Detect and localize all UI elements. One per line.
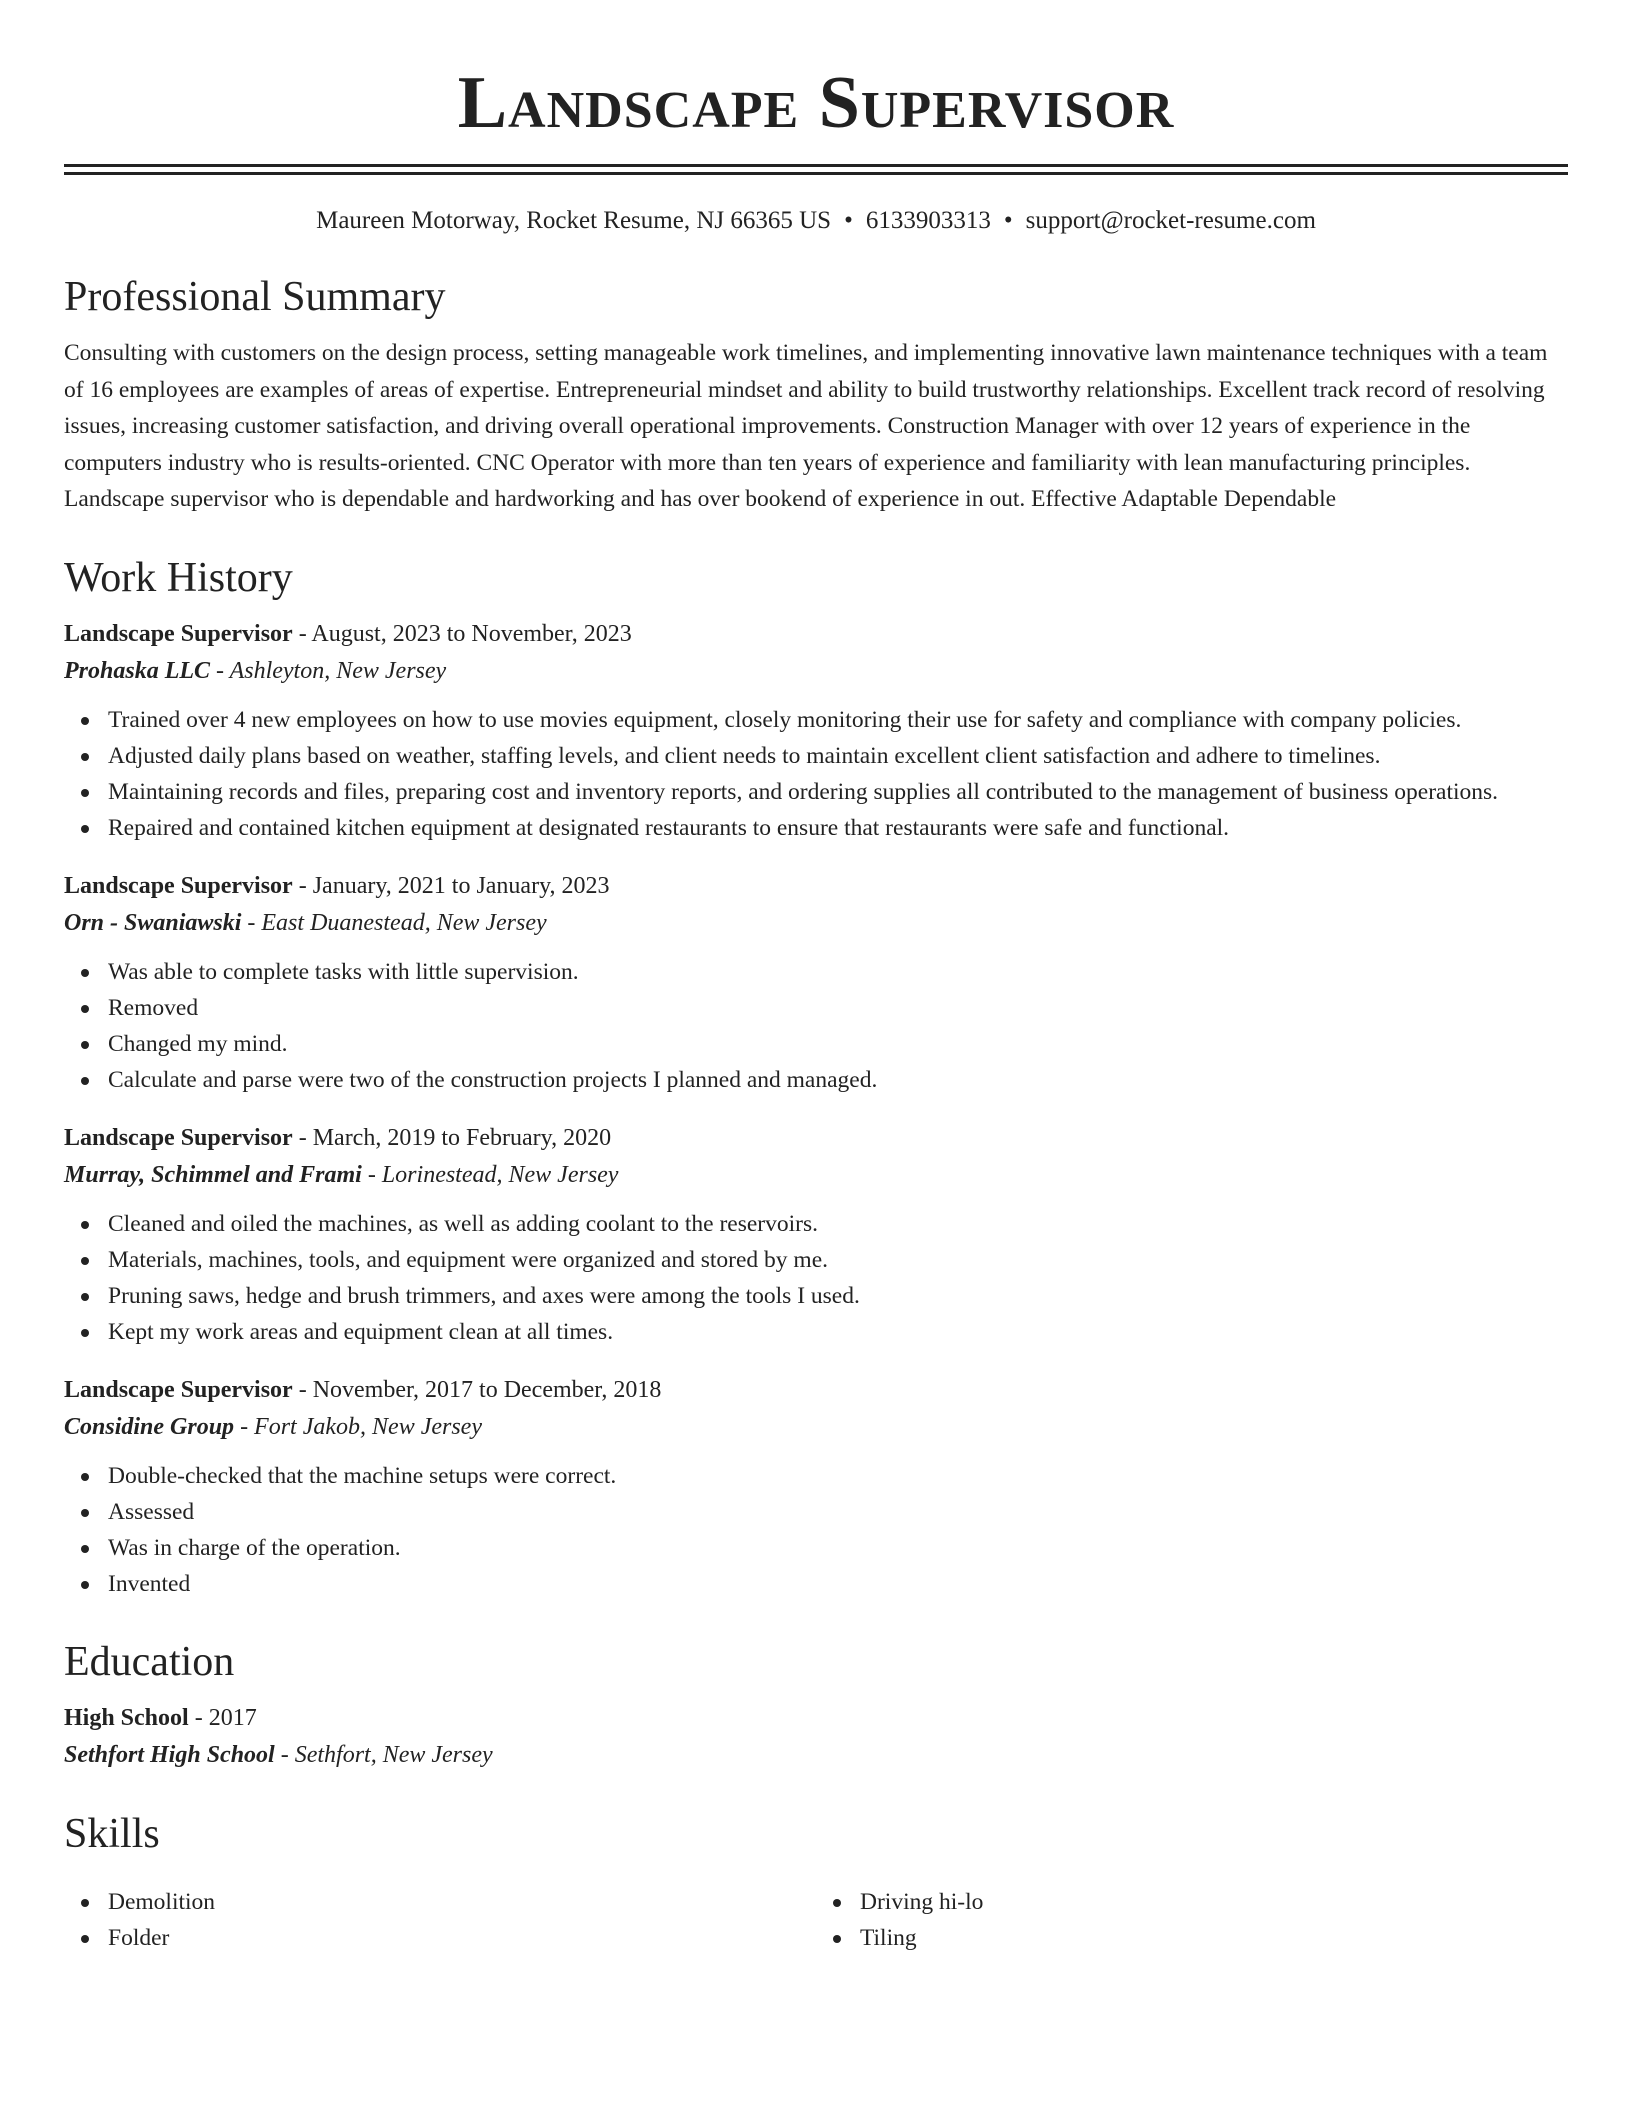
skill-item: Folder — [64, 1920, 816, 1956]
education-degree: High School — [64, 1704, 189, 1731]
job-bullet: Invented — [64, 1566, 1568, 1602]
job-bullet: Was in charge of the operation. — [64, 1530, 1568, 1566]
skill-item: Demolition — [64, 1884, 816, 1920]
education-school: Sethfort High School — [64, 1741, 275, 1768]
job-bullet: Removed — [64, 990, 1568, 1026]
job-location: - Fort Jakob, New Jersey — [234, 1413, 482, 1440]
job-dates: - August, 2023 to November, 2023 — [292, 620, 632, 647]
job-location: - Lorinestead, New Jersey — [361, 1161, 619, 1188]
job-entry — [64, 868, 1568, 1098]
job-title-line — [64, 868, 1568, 904]
education-entry — [64, 1700, 1568, 1774]
job-entry — [64, 616, 1568, 846]
job-bullets — [64, 1458, 1568, 1602]
job-location: - East Duanestead, New Jersey — [241, 909, 547, 936]
job-location: - Ashleyton, New Jersey — [210, 657, 447, 684]
job-title: Landscape Supervisor — [64, 872, 293, 899]
job-bullet: Assessed — [64, 1494, 1568, 1530]
job-company-line — [64, 1156, 1568, 1194]
education-year: - 2017 — [188, 1704, 257, 1731]
contact-separator: • — [844, 207, 853, 234]
skills-column-left — [64, 1884, 816, 1956]
job-company: Prohaska LLC — [64, 657, 211, 684]
job-bullets — [64, 954, 1568, 1098]
job-bullet: Materials, machines, tools, and equipment were organized and stored by me. — [64, 1242, 1568, 1278]
job-bullet: Maintaining records and files, preparing cost and inventory reports, and ordering supplies all contributed to the management of business operations. — [64, 774, 1568, 810]
contact-line — [64, 205, 1568, 237]
job-title: Landscape Supervisor — [64, 1376, 293, 1403]
job-bullet: Double-checked that the machine setups were correct. — [64, 1458, 1568, 1494]
contact-email: support@rocket-resume.com — [1025, 207, 1316, 234]
job-bullet: Adjusted daily plans based on weather, staffing levels, and client needs to maintain excellent client satisfaction and adhere to timelines. — [64, 738, 1568, 774]
job-bullet: Repaired and contained kitchen equipment at designated restaurants to ensure that restaurants were safe and functional. — [64, 810, 1568, 846]
job-company: Considine Group — [64, 1413, 235, 1440]
resume-page — [64, 0, 1568, 1956]
job-bullet: Changed my mind. — [64, 1026, 1568, 1062]
job-company-line — [64, 904, 1568, 942]
title-divider — [64, 164, 1568, 175]
job-bullet: Trained over 4 new employees on how to use movies equipment, closely monitoring their use for safety and compliance with company policies. — [64, 702, 1568, 738]
job-bullet: Pruning saws, hedge and brush trimmers, and axes were among the tools I used. — [64, 1278, 1568, 1314]
summary-heading: Professional Summary — [64, 274, 446, 320]
job-title-line — [64, 1120, 1568, 1156]
job-entry — [64, 1120, 1568, 1350]
contact-phone: 6133903313 — [865, 207, 991, 234]
contact-separator: • — [1003, 207, 1013, 234]
job-bullet: Calculate and parse were two of the construction projects I planned and managed. — [64, 1062, 1568, 1098]
job-title: Landscape Supervisor — [64, 620, 293, 647]
job-bullet: Kept my work areas and equipment clean at all times. — [64, 1314, 1568, 1350]
skills-list — [64, 1872, 1568, 1956]
skills-column-right — [816, 1884, 1568, 1956]
skill-item: Tiling — [816, 1920, 1568, 1956]
job-entry — [64, 1372, 1568, 1602]
job-bullets — [64, 1206, 1568, 1350]
education-heading: Education — [64, 1638, 235, 1685]
education-location: - Sethfort, New Jersey — [274, 1741, 493, 1768]
work-history-heading: Work History — [64, 554, 293, 601]
job-bullets — [64, 702, 1568, 846]
summary-text: Consulting with customers on the design process, setting manageable work timelines, and implementing innovative lawn maintenance techniques with a team of 16 employees are examples of areas of expertise. Entrepreneurial mindset and ability to build trustworthy relationships. Excellent track record of resolving issues, increasing customer satisfaction, and driving overall operational improvements. Construction Manager with over 12 years of experience in the computers industry who is results-oriented. CNC Operator with more than ten years of experience and familiarity with lean manufacturing principles. Landscape supervisor who is dependable and hardworking and has over bookend of experience in out. Effective Adaptable Dependable — [64, 340, 1548, 512]
resume-title: Landscape Supervisor — [457, 62, 1175, 144]
education-school-line — [64, 1736, 1568, 1774]
job-company-line — [64, 1408, 1568, 1446]
job-bullet: Was able to complete tasks with little supervision. — [64, 954, 1568, 990]
job-bullet: Cleaned and oiled the machines, as well as adding coolant to the reservoirs. — [64, 1206, 1568, 1242]
job-dates: - November, 2017 to December, 2018 — [292, 1376, 662, 1403]
job-title-line — [64, 616, 1568, 652]
job-company: Orn - Swaniawski — [64, 909, 242, 936]
job-title-line — [64, 1372, 1568, 1408]
job-dates: - January, 2021 to January, 2023 — [292, 872, 610, 899]
skills-heading: Skills — [64, 1810, 160, 1857]
skill-item: Driving hi-lo — [816, 1884, 1568, 1920]
education-degree-line — [64, 1700, 1568, 1736]
job-company-line — [64, 652, 1568, 690]
contact-address: Maureen Motorway, Rocket Resume, NJ 66365 US — [316, 207, 832, 234]
job-title: Landscape Supervisor — [64, 1124, 293, 1151]
job-company: Murray, Schimmel and Frami — [64, 1161, 362, 1188]
job-dates: - March, 2019 to February, 2020 — [292, 1124, 612, 1151]
